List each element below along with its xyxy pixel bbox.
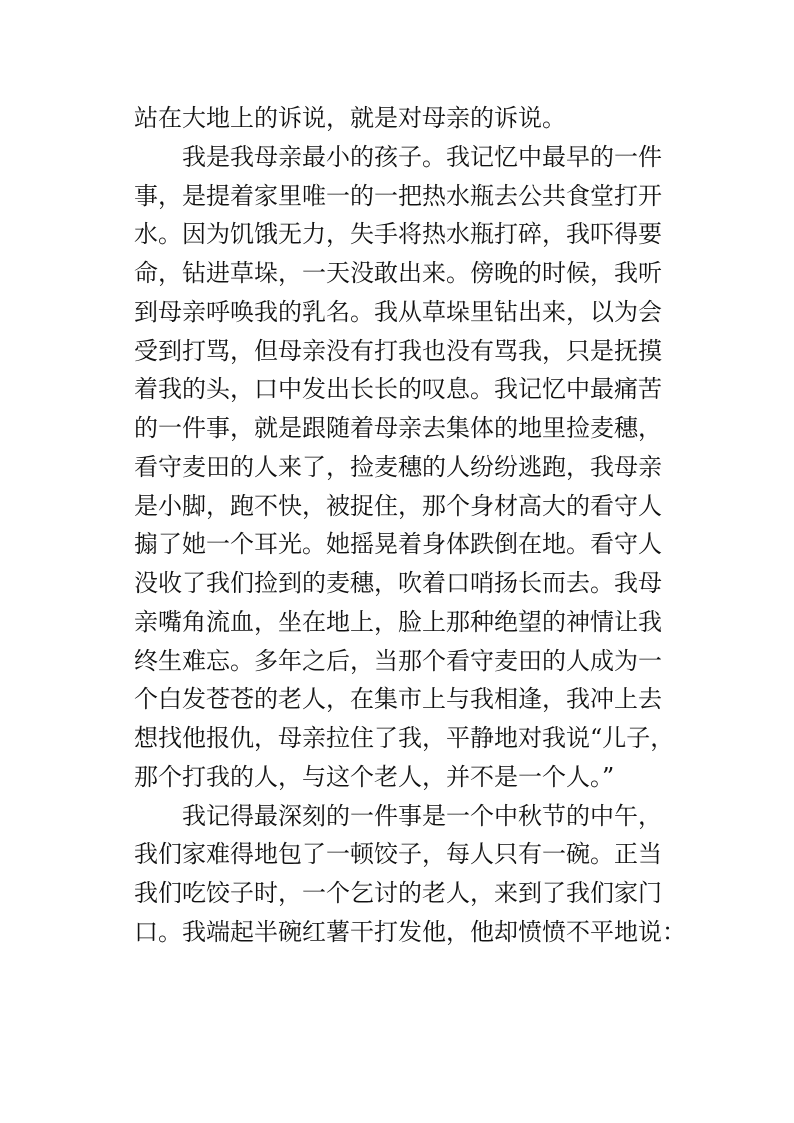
text-line: 亲嘴角流血，坐在地上，脸上那种绝望的神情让我 [134,607,662,636]
text-line: 想找他报仇，母亲拉住了我，平静地对我说“儿子， [134,724,675,752]
text-line: 终生难忘。多年之后，当那个看守麦田的人成为一 [134,646,662,675]
text-line: 个白发苍苍的老人，在集市上与我相逢，我冲上去 [134,685,662,714]
text-line: 命，钻进草垛，一天没敢出来。傍晚的时候，我听 [134,259,662,287]
text-line: 站在大地上的诉说，就是对母亲的诉说。 [134,104,566,132]
text-line: 我们家难得地包了一顿饺子，每人只有一碗。正当 [134,840,662,869]
text-line: 我记得最深刻的一件事是一个中秋节的中午， [182,801,662,830]
text-line: 那个打我的人，与这个老人，并不是一个人。” [134,762,615,791]
text-line: 水。因为饥饿无力，失手将热水瓶打碎，我吓得要 [134,220,662,249]
text-line: 是小脚，跑不快，被捉住，那个身材高大的看守人 [134,491,662,520]
text-line: 口。我端起半碗红薯干打发他，他却愤愤不平地说： [134,917,686,946]
text-line: 到母亲呼唤我的乳名。我从草垛里钻出来，以为会 [134,297,662,326]
text-line: 搧了她一个耳光。她摇晃着身体跌倒在地。看守人 [134,530,662,559]
text-line: 我们吃饺子时，一个乞讨的老人，来到了我们家门 [134,879,662,907]
text-line: 没收了我们捡到的麦穗，吹着口哨扬长而去。我母 [134,569,662,597]
body-text [134,99,694,952]
text-line: 事，是提着家里唯一的一把热水瓶去公共食堂打开 [134,181,662,210]
text-line: 着我的头，口中发出长长的叹息。我记忆中最痛苦 [134,375,662,404]
text-line: 的一件事，就是跟随着母亲去集体的地里捡麦穗， [134,414,662,442]
text-line: 看守麦田的人来了，捡麦穗的人纷纷逃跑，我母亲 [134,452,662,481]
text-line: 我是我母亲最小的孩子。我记忆中最早的一件 [182,142,662,171]
text-line: 受到打骂，但母亲没有打我也没有骂我，只是抚摸 [134,336,662,365]
